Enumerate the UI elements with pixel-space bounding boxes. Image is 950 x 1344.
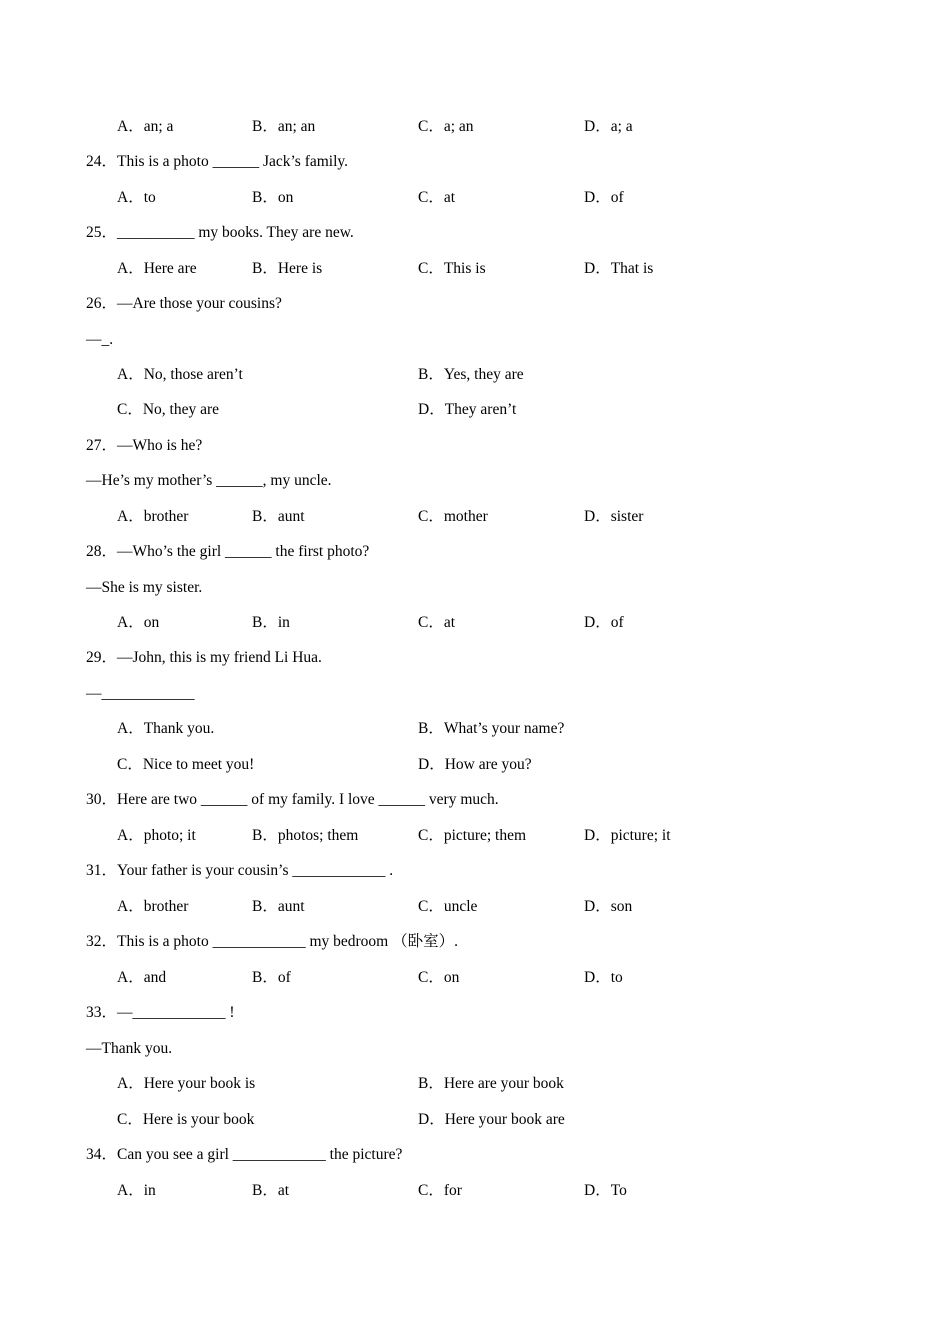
q30-option-c: C．picture; them xyxy=(418,827,527,844)
q34-stem: 34．Can you see a girl ____________ the picture? xyxy=(86,1146,403,1163)
q24-stem: 24．This is a photo ______ Jack’s family. xyxy=(86,153,349,170)
q32-stem: 32．This is a photo ____________ my bedroom （卧室）. xyxy=(86,933,458,950)
q30-option-b: B．photos; them xyxy=(252,827,359,844)
q25-option-c: C．This is xyxy=(418,260,486,277)
q26-option-b: B．Yes, they are xyxy=(418,366,524,383)
q32-option-b: B．of xyxy=(252,969,291,986)
q31-option-d: D．son xyxy=(584,898,633,915)
q26-option-a: A．No, those aren’t xyxy=(117,366,243,383)
q34-option-a: A．in xyxy=(117,1182,156,1199)
q30-option-a: A．photo; it xyxy=(117,827,196,844)
q32-option-c: C．on xyxy=(418,969,460,986)
q27-option-d: D．sister xyxy=(584,508,644,525)
q26-stem: 26．—Are those your cousins? xyxy=(86,295,282,312)
q32-option-a: A．and xyxy=(117,969,167,986)
q29-stem: 29．—John, this is my friend Li Hua. xyxy=(86,649,322,666)
q27-stem: 27．—Who is he? xyxy=(86,437,203,454)
q34-option-b: B．at xyxy=(252,1182,290,1199)
q30-stem: 30．Here are two ______ of my family. I love ______ very much. xyxy=(86,791,499,808)
q29-reply: —____________ xyxy=(86,685,195,702)
q25-option-b: B．Here is xyxy=(252,260,323,277)
q29-option-b: B．What’s your name? xyxy=(418,720,565,737)
q23-option-c: C．a; an xyxy=(418,118,474,135)
q33-reply: —Thank you. xyxy=(86,1040,173,1057)
q24-option-b: B．on xyxy=(252,189,294,206)
q24-option-a: A．to xyxy=(117,189,156,206)
q31-option-a: A．brother xyxy=(117,898,189,915)
q27-option-b: B．aunt xyxy=(252,508,305,525)
q29-option-d: D．How are you? xyxy=(418,756,532,773)
q28-option-b: B．in xyxy=(252,614,290,631)
q23-option-a: A．an; a xyxy=(117,118,174,135)
q26-option-c: C．No, they are xyxy=(117,401,220,418)
q28-option-a: A．on xyxy=(117,614,160,631)
q33-stem: 33．—____________ ! xyxy=(86,1004,235,1021)
q26-reply: —_. xyxy=(86,331,114,348)
q31-option-c: C．uncle xyxy=(418,898,478,915)
q29-option-a: A．Thank you. xyxy=(117,720,215,737)
q28-option-d: D．of xyxy=(584,614,624,631)
q28-reply: —She is my sister. xyxy=(86,579,203,596)
q24-option-d: D．of xyxy=(584,189,624,206)
q26-option-d: D．They aren’t xyxy=(418,401,517,418)
q23-option-b: B．an; an xyxy=(252,118,316,135)
q34-option-c: C．for xyxy=(418,1182,462,1199)
q33-option-b: B．Here are your book xyxy=(418,1075,564,1092)
q27-option-a: A．brother xyxy=(117,508,189,525)
q31-stem: 31．Your father is your cousin’s ____________ . xyxy=(86,862,394,879)
q27-option-c: C．mother xyxy=(418,508,488,525)
q23-option-d: D．a; a xyxy=(584,118,633,135)
q31-option-b: B．aunt xyxy=(252,898,305,915)
q25-stem: 25．__________ my books. They are new. xyxy=(86,224,354,241)
q33-option-a: A．Here your book is xyxy=(117,1075,256,1092)
q30-option-d: D．picture; it xyxy=(584,827,671,844)
q29-option-c: C．Nice to meet you! xyxy=(117,756,255,773)
q33-option-d: D．Here your book are xyxy=(418,1111,565,1128)
q25-option-d: D．That is xyxy=(584,260,654,277)
q28-stem: 28．—Who’s the girl ______ the first photo? xyxy=(86,543,370,560)
q34-option-d: D．To xyxy=(584,1182,627,1199)
q25-option-a: A．Here are xyxy=(117,260,197,277)
q33-option-c: C．Here is your book xyxy=(117,1111,255,1128)
q27-reply: —He’s my mother’s ______, my uncle. xyxy=(86,472,332,489)
q24-option-c: C．at xyxy=(418,189,456,206)
q28-option-c: C．at xyxy=(418,614,456,631)
q32-option-d: D．to xyxy=(584,969,623,986)
